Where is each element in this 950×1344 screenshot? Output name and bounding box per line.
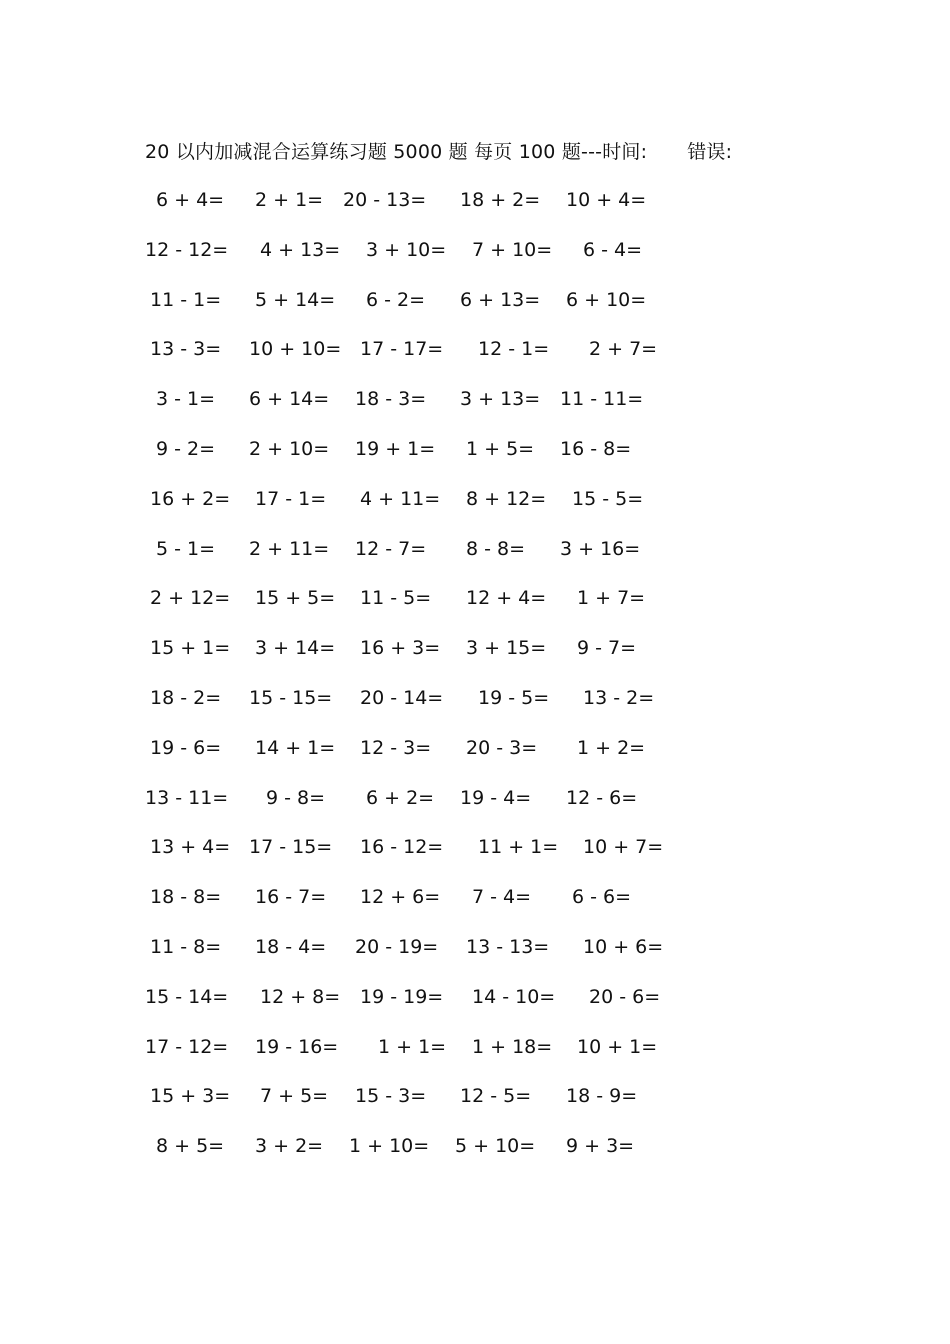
problem-10-2: 3 + 14= (255, 637, 336, 660)
problem-4-5: 2 + 7= (589, 338, 658, 361)
problem-11-5: 13 - 2= (583, 687, 655, 709)
problem-14-2: 17 - 15= (249, 836, 333, 859)
problem-16-5: 10 + 6= (583, 936, 664, 958)
problem-4-1: 13 - 3= (150, 338, 222, 361)
problem-8-1: 5 - 1= (156, 537, 216, 560)
problem-8-3: 12 - 7= (355, 537, 427, 560)
problem-16-4: 13 - 13= (466, 936, 550, 958)
problem-18-5: 10 + 1= (577, 1035, 658, 1058)
problem-9-2: 15 + 5= (255, 587, 336, 610)
problem-6-3: 19 + 1= (355, 438, 436, 460)
problem-5-5: 11 - 11= (560, 388, 644, 411)
problem-15-1: 18 - 8= (150, 886, 222, 909)
problem-4-2: 10 + 10= (249, 338, 342, 361)
problem-13-4: 19 - 4= (460, 786, 532, 809)
problem-13-3: 6 + 2= (366, 786, 435, 809)
problem-5-1: 3 - 1= (156, 388, 216, 411)
problem-18-1: 17 - 12= (145, 1035, 229, 1058)
problem-17-1: 15 - 14= (145, 985, 229, 1008)
problem-8-4: 8 - 8= (466, 537, 526, 560)
problem-16-3: 20 - 19= (355, 936, 439, 958)
problem-5-4: 3 + 13= (460, 388, 541, 411)
problem-12-2: 14 + 1= (255, 736, 336, 759)
problem-17-2: 12 + 8= (260, 985, 341, 1008)
problem-5-3: 18 - 3= (355, 388, 427, 411)
problem-6-4: 1 + 5= (466, 438, 535, 460)
problem-8-5: 3 + 16= (560, 537, 641, 560)
problem-18-4: 1 + 18= (472, 1035, 553, 1058)
problem-19-1: 15 + 3= (150, 1085, 231, 1108)
problem-7-5: 15 - 5= (572, 487, 644, 510)
problem-17-3: 19 - 19= (360, 985, 444, 1008)
problem-3-4: 6 + 13= (460, 288, 541, 311)
problem-15-2: 16 - 7= (255, 886, 327, 909)
problem-7-1: 16 + 2= (150, 487, 231, 510)
problem-12-4: 20 - 3= (466, 736, 538, 759)
problem-3-5: 6 + 10= (566, 288, 647, 311)
problem-20-1: 8 + 5= (156, 1135, 225, 1158)
problem-1-1: 6 + 4= (156, 189, 225, 211)
problem-4-4: 12 - 1= (478, 338, 550, 361)
problem-11-2: 15 - 15= (249, 687, 333, 709)
problem-10-4: 3 + 15= (466, 637, 547, 660)
problem-6-2: 2 + 10= (249, 438, 330, 460)
problem-15-4: 7 - 4= (472, 886, 532, 909)
problem-14-5: 10 + 7= (583, 836, 664, 859)
problem-15-3: 12 + 6= (360, 886, 441, 909)
problem-11-1: 18 - 2= (150, 687, 222, 709)
problem-3-2: 5 + 14= (255, 288, 336, 311)
worksheet-title: 20 以内加减混合运算练习题 5000 题 每页 100 题---时间: (145, 141, 648, 163)
problem-18-2: 19 - 16= (255, 1035, 339, 1058)
problem-10-1: 15 + 1= (150, 637, 231, 660)
problem-19-3: 15 - 3= (355, 1085, 427, 1108)
problem-17-5: 20 - 6= (589, 985, 661, 1008)
problem-12-3: 12 - 3= (360, 736, 432, 759)
problem-20-5: 9 + 3= (566, 1135, 635, 1158)
problem-8-2: 2 + 11= (249, 537, 330, 560)
problem-10-5: 9 - 7= (577, 637, 637, 660)
errors-label: 错误: (687, 141, 733, 163)
problem-13-1: 13 - 11= (145, 786, 229, 809)
problem-19-2: 7 + 5= (260, 1085, 329, 1108)
problem-9-4: 12 + 4= (466, 587, 547, 610)
problem-10-3: 16 + 3= (360, 637, 441, 660)
problem-2-1: 12 - 12= (145, 238, 229, 261)
problem-4-3: 17 - 17= (360, 338, 444, 361)
problem-20-3: 1 + 10= (349, 1135, 430, 1158)
problem-19-4: 12 - 5= (460, 1085, 532, 1108)
problem-13-2: 9 - 8= (266, 786, 326, 809)
problem-11-4: 19 - 5= (478, 687, 550, 709)
problem-2-2: 4 + 13= (260, 238, 341, 261)
problem-9-5: 1 + 7= (577, 587, 646, 610)
problem-5-2: 6 + 14= (249, 388, 330, 411)
problem-1-3: 20 - 13= (343, 189, 427, 211)
problem-17-4: 14 - 10= (472, 985, 556, 1008)
problem-2-3: 3 + 10= (366, 238, 447, 261)
problem-2-4: 7 + 10= (472, 238, 553, 261)
problem-20-2: 3 + 2= (255, 1135, 324, 1158)
problem-14-1: 13 + 4= (150, 836, 231, 859)
problem-14-3: 16 - 12= (360, 836, 444, 859)
problem-7-3: 4 + 11= (360, 487, 441, 510)
problem-9-1: 2 + 12= (150, 587, 231, 610)
problem-6-5: 16 - 8= (560, 438, 632, 460)
problem-3-1: 11 - 1= (150, 288, 222, 311)
problem-16-1: 11 - 8= (150, 936, 222, 958)
problem-7-4: 8 + 12= (466, 487, 547, 510)
problem-6-1: 9 - 2= (156, 438, 216, 460)
problem-16-2: 18 - 4= (255, 936, 327, 958)
problem-1-4: 18 + 2= (460, 189, 541, 211)
problem-18-3: 1 + 1= (378, 1035, 447, 1058)
problem-7-2: 17 - 1= (255, 487, 327, 510)
problem-9-3: 11 - 5= (360, 587, 432, 610)
problem-1-5: 10 + 4= (566, 189, 647, 211)
problem-3-3: 6 - 2= (366, 288, 426, 311)
problem-20-4: 5 + 10= (455, 1135, 536, 1158)
problem-12-5: 1 + 2= (577, 736, 646, 759)
problem-15-5: 6 - 6= (572, 886, 632, 909)
problem-19-5: 18 - 9= (566, 1085, 638, 1108)
problem-14-4: 11 + 1= (478, 836, 559, 859)
problem-13-5: 12 - 6= (566, 786, 638, 809)
problem-11-3: 20 - 14= (360, 687, 444, 709)
problem-1-2: 2 + 1= (255, 189, 324, 211)
problem-12-1: 19 - 6= (150, 736, 222, 759)
problem-2-5: 6 - 4= (583, 238, 643, 261)
